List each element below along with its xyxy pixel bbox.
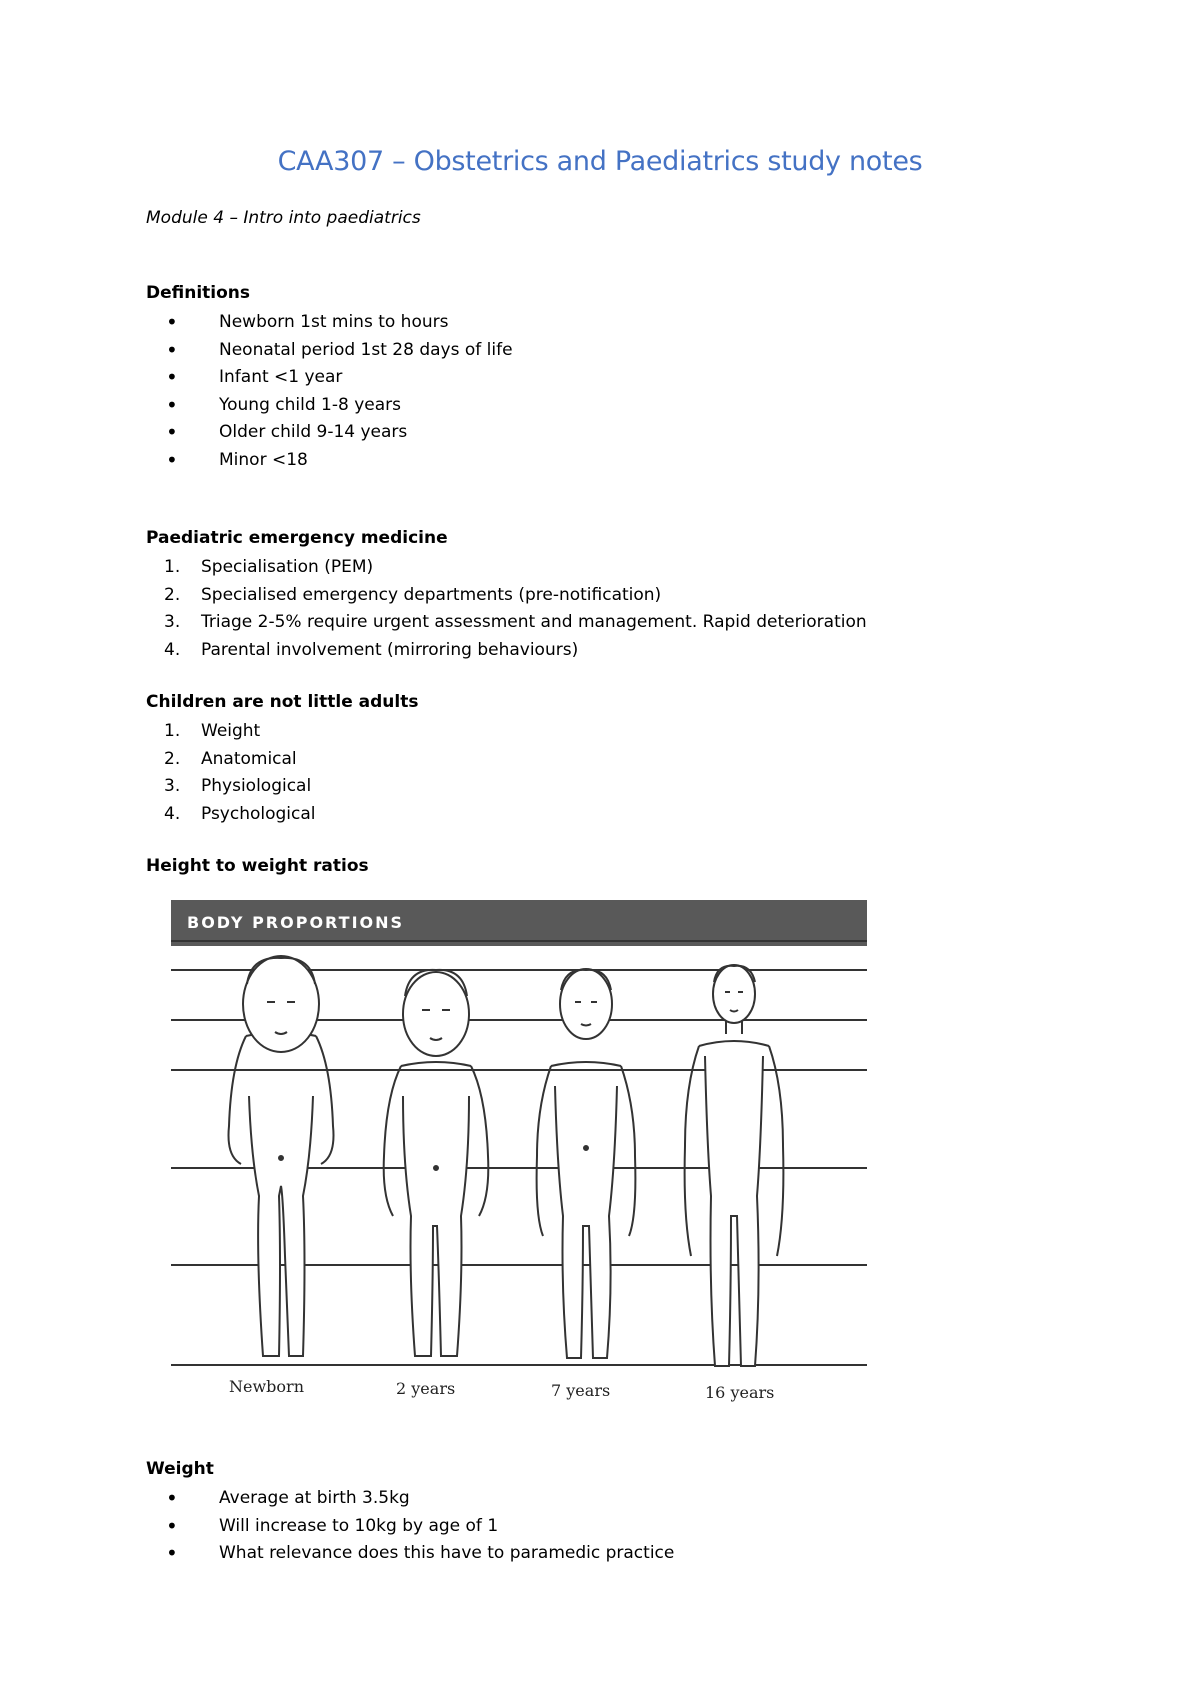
list-item-text: Will increase to 10kg by age of 1: [219, 1515, 499, 1536]
list-item: [146, 447, 513, 475]
list-item: [146, 309, 513, 337]
list-item: [146, 746, 418, 774]
list-item: [146, 337, 513, 365]
list-item-text: Specialisation (PEM): [201, 557, 374, 577]
children-section: [146, 691, 418, 828]
list-item-text: Average at birth 3.5kg: [219, 1488, 410, 1508]
bullet-icon: •: [166, 420, 178, 444]
figure-label-16-years: 16 years: [705, 1383, 775, 1402]
list-item-text: Minor <18: [219, 449, 308, 470]
bullet-icon: •: [166, 1486, 178, 1510]
children-list: [146, 718, 418, 828]
list-item-text: What relevance does this have to paramedic practice: [219, 1543, 675, 1563]
list-item-text: Weight: [201, 721, 261, 741]
list-number: 2.: [164, 748, 181, 769]
list-number: 1.: [164, 721, 181, 741]
list-item-text: Young child 1-8 years: [219, 394, 401, 415]
list-item: [146, 364, 513, 392]
list-item: [146, 801, 418, 829]
list-item: [146, 582, 867, 610]
definitions-section: [146, 282, 513, 474]
list-item-text: Psychological: [201, 803, 316, 824]
list-item: [146, 554, 867, 582]
list-item-text: Physiological: [201, 776, 312, 796]
figure-label-newborn: Newborn: [229, 1377, 304, 1396]
list-item-text: Neonatal period 1st 28 days of life: [219, 339, 513, 360]
list-item: [146, 1513, 674, 1541]
bullet-icon: •: [166, 447, 178, 472]
list-item-text: Older child 9-14 years: [219, 422, 408, 442]
bullet-icon: •: [166, 365, 178, 389]
list-number: 1.: [164, 557, 181, 577]
list-item: [146, 419, 513, 447]
list-item: [146, 637, 867, 665]
height-section: [146, 855, 369, 882]
figure-label-2-years: 2 years: [396, 1379, 456, 1398]
module-subtitle: Module 4 – Intro into paediatrics: [146, 208, 421, 228]
height-heading: Height to weight ratios: [146, 856, 369, 876]
list-item: [146, 1540, 674, 1568]
figure-banner-text: BODY PROPORTIONS: [187, 913, 405, 932]
weight-list: [146, 1485, 674, 1568]
children-heading: Children are not little adults: [146, 692, 419, 712]
bullet-icon: •: [166, 1541, 178, 1565]
list-item: [146, 718, 418, 746]
pem-list: [146, 554, 867, 664]
bullet-icon: •: [166, 310, 178, 334]
list-item: [146, 1485, 674, 1513]
bullet-icon: •: [166, 1513, 178, 1538]
figure-label-7-years: 7 years: [551, 1381, 611, 1400]
list-item: [146, 392, 513, 420]
list-item-text: Parental involvement (mirroring behaviours): [201, 639, 579, 660]
list-item-text: Infant <1 year: [219, 367, 343, 387]
list-number: 4.: [164, 803, 181, 824]
list-item-text: Anatomical: [201, 748, 297, 769]
body-proportions-illustration: [171, 896, 867, 1408]
list-number: 4.: [164, 639, 181, 660]
list-item-text: Triage 2-5% require urgent assessment and management. Rapid deterioration: [201, 612, 867, 632]
bullet-icon: •: [166, 337, 178, 362]
list-item: [146, 773, 418, 801]
list-item: [146, 609, 867, 637]
definitions-heading: Definitions: [146, 283, 251, 303]
weight-section: [146, 1458, 674, 1568]
body-proportions-figure: [171, 896, 867, 1408]
list-item-text: Newborn 1st mins to hours: [219, 312, 449, 332]
pem-section: [146, 527, 867, 664]
bullet-icon: •: [166, 392, 178, 417]
pem-heading: Paediatric emergency medicine: [146, 528, 448, 548]
list-number: 3.: [164, 612, 181, 632]
list-number: 3.: [164, 776, 181, 796]
list-number: 2.: [164, 584, 181, 605]
definitions-list: [146, 309, 513, 474]
page-title: CAA307 – Obstetrics and Paediatrics study notes: [277, 146, 923, 177]
weight-heading: Weight: [146, 1459, 214, 1479]
list-item-text: Specialised emergency departments (pre-notification): [201, 584, 662, 605]
